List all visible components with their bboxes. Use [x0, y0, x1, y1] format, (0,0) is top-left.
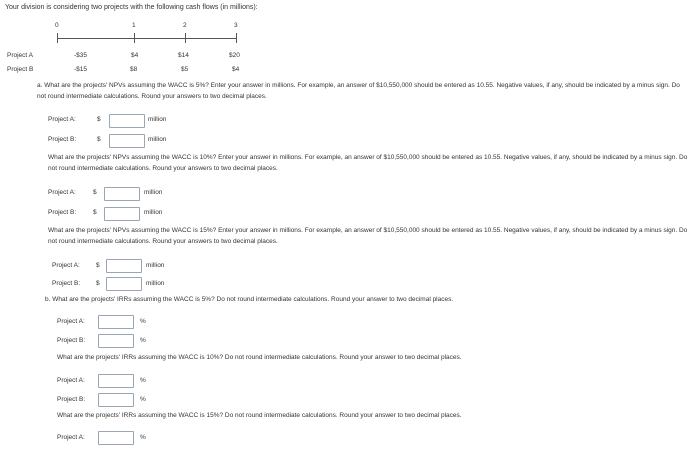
cash-flow-value: $14 [178, 52, 189, 59]
intro-text: Your division is considering two projects with the following cash flows (in millions): [5, 4, 258, 11]
question-npv-10: What are the projects' NPVs assuming the WACC is 10%? Enter your answer in millions. For example, an answer of $10,550,000 should be entered as 10.55. Negative values, if any, should be indicated by a minus sign. Do not round intermediate calculations. Round your answers to two decimal places. [48, 154, 688, 172]
currency-sign: $ [97, 116, 101, 123]
percent-label: % [140, 337, 146, 344]
cash-flow-value: $20 [229, 52, 240, 59]
timeline-tick [134, 33, 135, 43]
irr5-project-a-input[interactable] [98, 315, 134, 329]
npv5-project-a-input[interactable] [109, 114, 145, 128]
unit-label: million [144, 209, 163, 216]
cash-flow-value: -$15 [74, 66, 88, 73]
unit-label: million [144, 189, 163, 196]
irr5-project-b-label: Project B: [57, 337, 86, 344]
currency-sign: $ [96, 280, 100, 287]
irr5-project-b-input[interactable] [98, 334, 134, 348]
npv15-project-a-label: Project A: [52, 262, 80, 269]
currency-sign: $ [97, 136, 101, 143]
cash-flow-value: $4 [131, 52, 139, 59]
currency-sign: $ [93, 209, 97, 216]
cash-flow-value: $5 [181, 66, 189, 73]
unit-label: million [148, 116, 167, 123]
cash-flow-value: $8 [130, 66, 138, 73]
npv15-project-b-label: Project B: [52, 280, 81, 287]
timeline-tick [236, 33, 237, 43]
question-irr-5: b. What are the projects' IRRs assuming the WACC is 5%? Do not round intermediate calculations. Round your answer to two decimal places. [45, 296, 454, 303]
npv5-project-a-label: Project A: [48, 116, 76, 123]
irr10-project-b-label: Project B: [57, 396, 86, 403]
row-label-project-a: Project A [7, 52, 34, 59]
timeline-axis [57, 38, 237, 39]
timeline-tick [57, 33, 58, 43]
npv10-project-a-label: Project A: [48, 189, 76, 196]
currency-sign: $ [93, 189, 97, 196]
npv15-project-b-input[interactable] [106, 277, 142, 291]
cash-flow-value: $4 [232, 66, 240, 73]
row-label-project-b: Project B [7, 66, 34, 73]
npv10-project-b-label: Project B: [48, 209, 77, 216]
period-0: 0 [55, 22, 59, 29]
irr15-project-a-label: Project A: [57, 434, 85, 441]
unit-label: million [146, 280, 165, 287]
period-3: 3 [234, 22, 238, 29]
npv5-project-b-input[interactable] [109, 134, 145, 148]
npv5-project-b-label: Project B: [48, 136, 77, 143]
question-irr-10: What are the projects' IRRs assuming the WACC is 10%? Do not round intermediate calculations. Round your answer to two decimal places. [57, 354, 462, 361]
unit-label: million [148, 136, 167, 143]
percent-label: % [140, 318, 146, 325]
npv10-project-b-input[interactable] [104, 207, 140, 221]
irr5-project-a-label: Project A: [57, 318, 85, 325]
question-npv-15: What are the projects' NPVs assuming the WACC is 15%? Enter your answer in millions. For example, an answer of $10,550,000 should be entered as 10.55. Negative values, if any, should be indicated by a minus sign. Do not round intermediate calculations. Round your answers to two decimal places. [48, 227, 688, 245]
irr15-project-a-input[interactable] [98, 431, 134, 445]
period-1: 1 [132, 22, 136, 29]
percent-label: % [140, 434, 146, 441]
question-npv-5: a. What are the projects' NPVs assuming the WACC is 5%? Enter your answer in millions. For example, an answer of $10,550,000 should be entered as 10.55. Negative values, if any, should be indicated by a minus sign. Do not round intermediate calculations. Round your answers to two decimal places. [37, 82, 680, 100]
irr10-project-a-input[interactable] [98, 374, 134, 388]
npv10-project-a-input[interactable] [104, 187, 140, 201]
unit-label: million [146, 262, 165, 269]
irr10-project-a-label: Project A: [57, 377, 85, 384]
npv15-project-a-input[interactable] [106, 259, 142, 273]
percent-label: % [140, 396, 146, 403]
currency-sign: $ [96, 262, 100, 269]
question-irr-15: What are the projects' IRRs assuming the WACC is 15%? Do not round intermediate calculations. Round your answer to two decimal places. [57, 412, 462, 419]
period-2: 2 [183, 22, 187, 29]
irr10-project-b-input[interactable] [98, 393, 134, 407]
timeline-tick [185, 33, 186, 43]
cash-flow-value: -$35 [74, 52, 88, 59]
percent-label: % [140, 377, 146, 384]
